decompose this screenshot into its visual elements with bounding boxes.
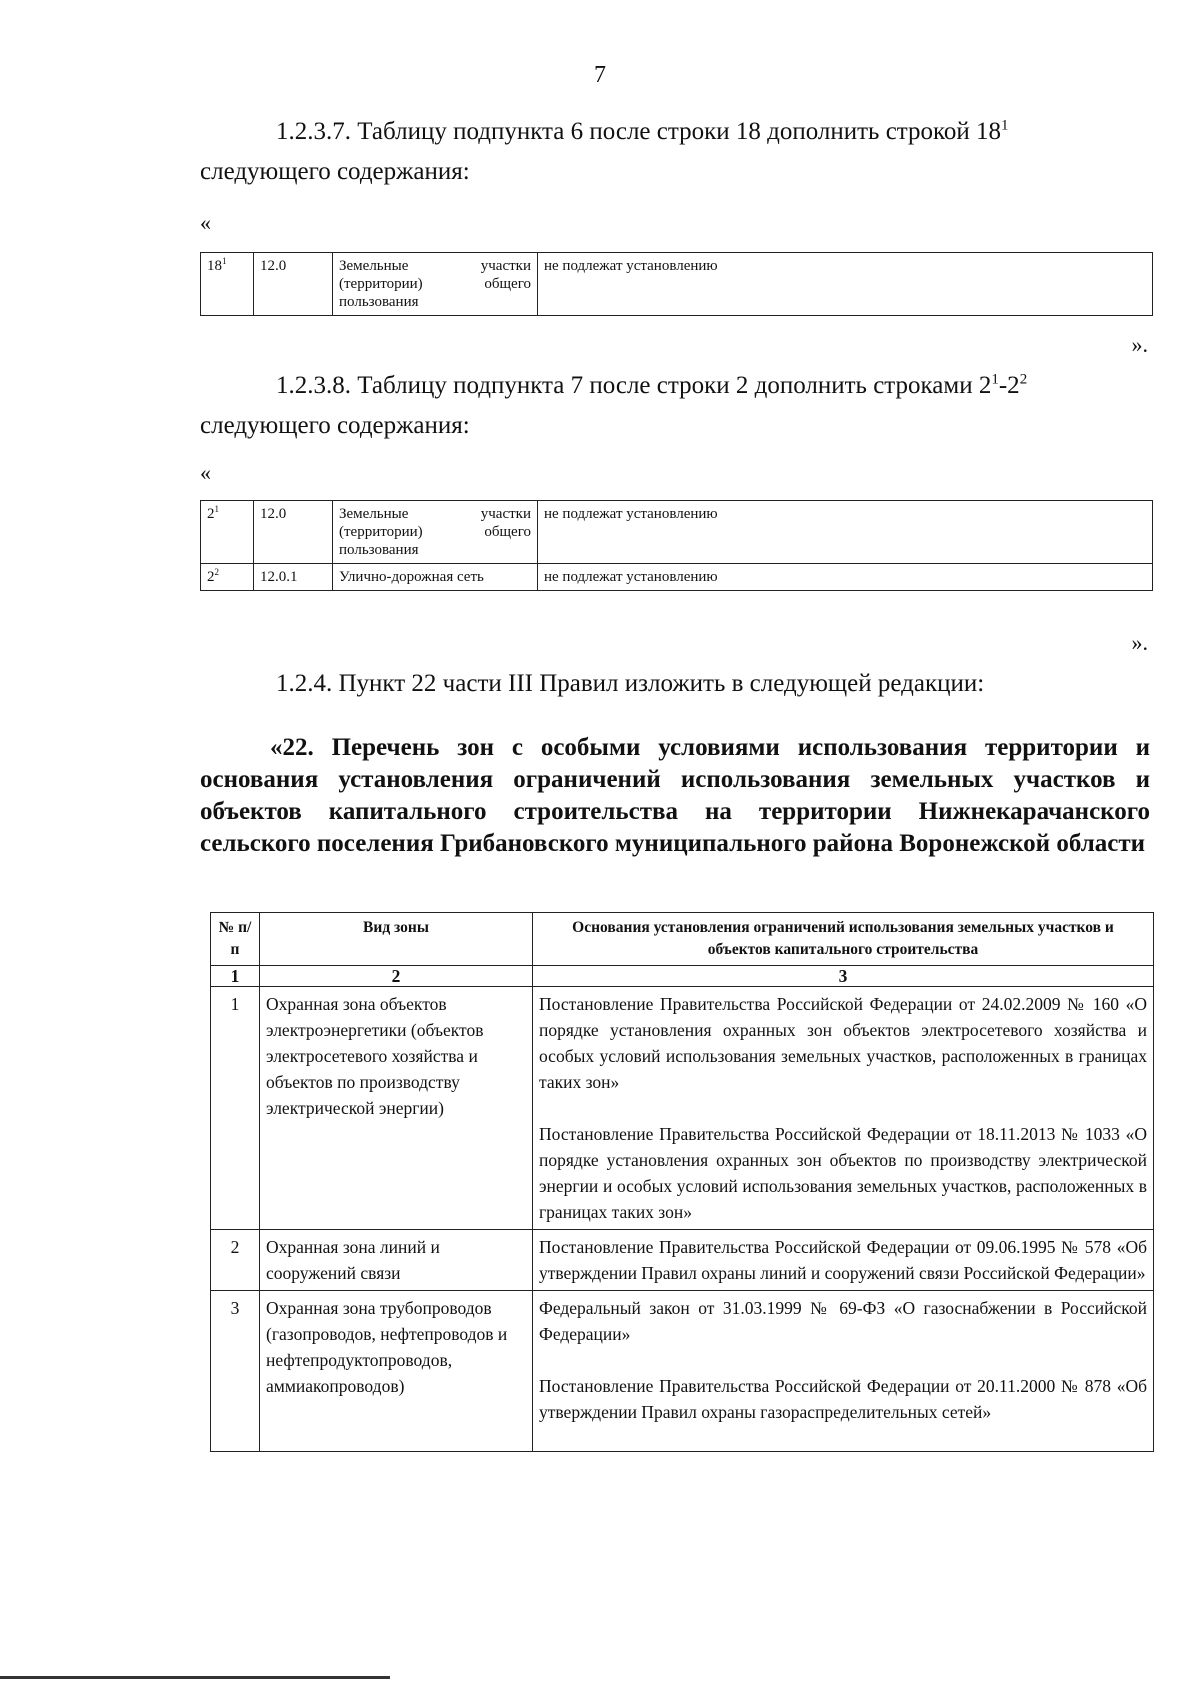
table-row [201,253,1153,316]
zone-type: Охранная зона линий и сооружений связи [260,1230,533,1291]
zone-type: Охранная зона объектов электроэнергетики (объектов электросетевого хозяйства и объектов по производству электрической энергии) [260,987,533,1230]
row-name: Земельные участки (территории) общего пользования [333,501,538,564]
row-number: 2 [211,1230,260,1291]
quote-open: « [200,210,211,235]
row-value: не подлежат установлению [538,564,1153,591]
page-number: 7 [594,62,606,88]
column-number-row [211,966,1154,987]
row-code: 12.0 [254,253,333,316]
row-number: $2^1$ [201,501,254,564]
row-number: 1 [211,987,260,1230]
row-number: 3 [211,1291,260,1452]
row-number: $2^2$ [201,564,254,591]
table-row [201,501,1153,564]
footer-divider [0,1676,390,1679]
row-code: 12.0 [254,501,333,564]
row-value: не подлежат установлению [538,253,1153,316]
paragraph-1-2-4 [200,664,1145,704]
column-number: 3 [533,966,1154,987]
paragraph-text: 1.2.3.7. Таблицу подпункта 6 после строки 18 дополнить строкой 18 [276,118,1002,145]
row-name: Земельные участки (территории) общего пользования [333,253,538,316]
section-heading [200,732,1150,860]
basis-item: Постановление Правительства Российской Федерации от 24.02.2009 № 160 «О порядке установления охранных зон объектов электросетевого хозяйства и особых условий использования земельных участков, расположенных в границах таких зон» [539,994,1147,1092]
superscript: 2 [1019,371,1028,388]
table-row [211,1291,1154,1452]
row-value: не подлежат установлению [538,501,1153,564]
header-number: № п/п [211,913,260,966]
paragraph-text: 1.2.4. Пункт 22 части III Правил изложить в следующей редакции: [276,670,985,697]
header-basis: Основания установления ограничений использования земельных участков и объектов капитального строительства [533,913,1154,966]
basis-cell [533,987,1154,1230]
column-number: 1 [211,966,260,987]
header-zone-type: Вид зоны [260,913,533,966]
quote-close: ». [1131,630,1148,655]
paragraph-1-2-3-7 [200,112,1145,192]
insert-table-18-1 [200,252,1153,316]
basis-cell [533,1291,1154,1452]
superscript: 1 [991,371,999,388]
quote-close: ». [1131,332,1148,357]
table-row [211,987,1154,1230]
basis-item: Постановление Правительства Российской Федерации от 18.11.2013 № 1033 «О порядке установления охранных зон объектов по производству электрической энергии и особых условий использования земельных участков, расположенных в границах таких зон» [539,1124,1147,1222]
row-number: $18^1$ [201,253,254,316]
quote-open: « [200,460,211,485]
basis-item: Постановление Правительства Российской Федерации от 20.11.2000 № 878 «Об утверждении Правил охраны газораспределительных сетей» [539,1376,1147,1422]
insert-table-2-1-2-2 [200,500,1153,591]
paragraph-text: 1.2.3.8. Таблицу подпункта 7 после строки 2 дополнить строками 2 [276,372,992,399]
zones-table [210,912,1154,1452]
row-name: Улично-дорожная сеть [333,564,538,591]
paragraph-text-cont: следующего содержания: [200,412,470,439]
dash-text: -2 [998,372,1020,399]
basis-item: Федеральный закон от 31.03.1999 № 69-ФЗ «О газоснабжении в Российской Федерации» [539,1298,1147,1344]
table-row [201,564,1153,591]
paragraph-1-2-3-8 [200,366,1145,446]
zone-type: Охранная зона трубопроводов (газопроводов, нефтепроводов и нефтепродуктопроводов, аммиакопроводов) [260,1291,533,1452]
heading-text: «22. Перечень зон с особыми условиями использования территории и основания установления ограничений использования земельных участков и объектов капитального строительства на территории Нижнекарачанского сельского поселения Грибановского муниципального района Воронежской области [200,734,1150,857]
column-number: 2 [260,966,533,987]
superscript: 1 [1001,117,1009,134]
basis-cell [533,1230,1154,1291]
row-code: 12.0.1 [254,564,333,591]
table-row [211,1230,1154,1291]
table-header-row [211,913,1154,966]
basis-item: Постановление Правительства Российской Федерации от 09.06.1995 № 578 «Об утверждении Правил охраны линий и сооружений связи Российской Федерации» [539,1237,1147,1283]
paragraph-text-cont: следующего содержания: [200,158,470,185]
